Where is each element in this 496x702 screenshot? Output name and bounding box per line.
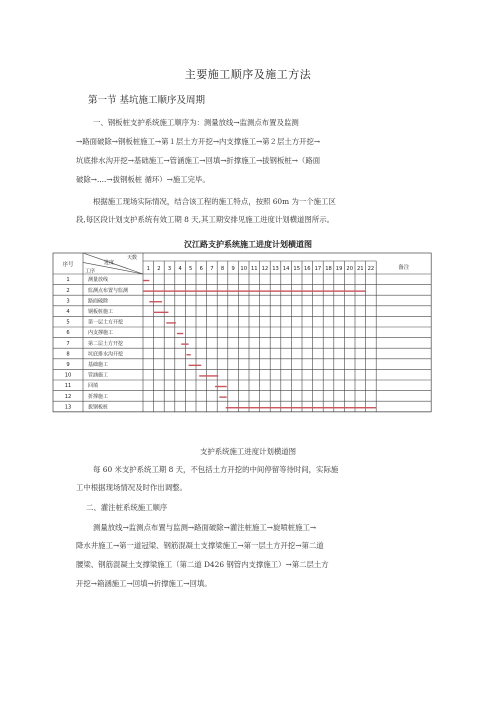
chart-title: 汉江路支护系统施工进度计划横道图 bbox=[184, 240, 312, 249]
row-name: 监测点布置与监测 bbox=[88, 287, 129, 294]
day-label: 13 bbox=[272, 266, 279, 272]
row-name: 路面破除 bbox=[88, 298, 109, 305]
day-label: 7 bbox=[210, 266, 214, 272]
para1-line3: 坑底排水沟开挖→基础施工→管涵施工→回填→折撑施工→拔钢板桩→（路面 bbox=[76, 156, 321, 165]
gantt-bar bbox=[154, 312, 169, 313]
para1-line2: →路面破除→钢板桩施工→第１层土方开挖→内支撑施工→第２层土方开挖→ bbox=[76, 137, 321, 146]
gantt-bar bbox=[149, 301, 162, 302]
para2-line2: 段,每区段计划支护系统有效工期 8 天,其工期安排见施工进度计划横道图所示。 bbox=[76, 215, 334, 224]
header-days: 天数 bbox=[126, 255, 137, 261]
gantt-bar bbox=[189, 365, 202, 366]
row-name: 拔钢板桩 bbox=[88, 404, 109, 411]
day-label: 15 bbox=[293, 266, 301, 272]
gantt-bar bbox=[199, 375, 218, 376]
day-label: 18 bbox=[325, 266, 332, 272]
row-no: 5 bbox=[66, 319, 70, 326]
day-label: 6 bbox=[199, 266, 203, 272]
row-no: 13 bbox=[64, 404, 72, 411]
day-label: 3 bbox=[167, 266, 172, 272]
day-label: 10 bbox=[240, 266, 248, 272]
day-label: 1 bbox=[146, 266, 150, 272]
day-label: 17 bbox=[314, 266, 322, 272]
day-label: 12 bbox=[261, 266, 269, 272]
row-no: 3 bbox=[66, 298, 70, 305]
chart-caption: 支护系统施工进度计划横道图 bbox=[199, 447, 297, 456]
day-label: 4 bbox=[178, 266, 182, 272]
row-name: 钢板桩施工 bbox=[88, 309, 114, 316]
day-label: 16 bbox=[303, 266, 311, 272]
day-label: 11 bbox=[250, 266, 258, 272]
para1-line1: 一、钢板桩支护系统施工顺序为：测量放线→监测点布置及监测 bbox=[93, 118, 299, 127]
row-name: 坑底排水沟开挖 bbox=[88, 351, 124, 358]
row-no: 2 bbox=[66, 287, 70, 294]
gantt-bar bbox=[166, 322, 176, 323]
row-name: 基础施工 bbox=[88, 362, 109, 369]
row-no: 6 bbox=[66, 330, 70, 337]
day-label: 19 bbox=[335, 266, 343, 272]
row-no: 8 bbox=[66, 351, 70, 358]
header-no: 序号 bbox=[62, 262, 74, 268]
row-no: 4 bbox=[66, 309, 70, 316]
row-name: 内支撑施工 bbox=[88, 330, 114, 337]
row-no: 11 bbox=[64, 383, 72, 390]
row-no: 12 bbox=[64, 393, 72, 400]
day-label: 5 bbox=[189, 266, 193, 272]
page-title: 主要施工顺序及施工方法 bbox=[184, 68, 312, 81]
gantt-bar bbox=[219, 396, 226, 397]
row-no: 7 bbox=[66, 340, 70, 347]
para2-line1: 根据施工现场实际情况，结合该工程的施工特点，按照 60m 为一个施工区 bbox=[93, 197, 336, 206]
day-label: 21 bbox=[356, 266, 364, 272]
gantt-bar bbox=[226, 407, 377, 408]
gantt-bar bbox=[186, 354, 190, 355]
header-progress: 进度 bbox=[103, 260, 115, 266]
para4-line3: 腰梁、钢筋混凝土支撑梁施工（第二道 D426 钢管内支撑施工）→第二层土方 bbox=[76, 560, 329, 569]
day-label: 22 bbox=[367, 266, 375, 272]
row-name: 第二层土方开挖 bbox=[88, 340, 124, 347]
header-process: 工序 bbox=[84, 268, 96, 275]
para4-line2: 降水井施工→第一道冠梁、钢筋混凝土支撑梁施工→第一层土方开挖→第二道 bbox=[76, 541, 324, 550]
para3-line1: 每 60 米支护系统工期 8 天，不包括土方开挖的中间停留等待时间，实际施 bbox=[93, 465, 339, 474]
row-no: 9 bbox=[66, 362, 70, 369]
gantt-bar bbox=[181, 343, 188, 344]
day-label: 9 bbox=[231, 266, 235, 272]
day-label: 8 bbox=[220, 266, 225, 272]
row-name: 折撑施工 bbox=[88, 393, 109, 400]
row-no: 1 bbox=[66, 277, 70, 284]
day-label: 14 bbox=[282, 266, 290, 272]
row-name: 测量放线 bbox=[88, 277, 109, 284]
row-name: 回填 bbox=[88, 383, 99, 390]
para4-line4: 开挖→箱涵施工→回填→折撑施工→回填。 bbox=[76, 579, 212, 588]
section-heading-2: 二、灌注桩系统施工顺序 bbox=[86, 503, 168, 512]
gantt-bar bbox=[143, 290, 366, 291]
row-name: 第一层土方开挖 bbox=[88, 319, 124, 326]
gantt-bar bbox=[215, 386, 227, 387]
day-label: 20 bbox=[346, 266, 354, 272]
day-label: 2 bbox=[157, 266, 161, 272]
section-heading-1: 第一节 基坑施工顺序及周期 bbox=[88, 95, 206, 106]
para3-line2: 工中根据现场情况及时作出调整。 bbox=[76, 483, 187, 492]
header-remark: 备注 bbox=[398, 265, 410, 271]
row-no: 10 bbox=[64, 372, 72, 379]
para4-line1: 测量放线→监测点布置与监测→路面破除→灌注桩施工→旋喷桩施工→ bbox=[93, 523, 317, 532]
para1-line4: 破除→....→拔钢板桩 循环）→施工完毕。 bbox=[76, 175, 210, 184]
row-name: 管涵施工 bbox=[88, 372, 109, 379]
gantt-bar bbox=[143, 280, 149, 281]
gantt-bar bbox=[177, 333, 183, 334]
